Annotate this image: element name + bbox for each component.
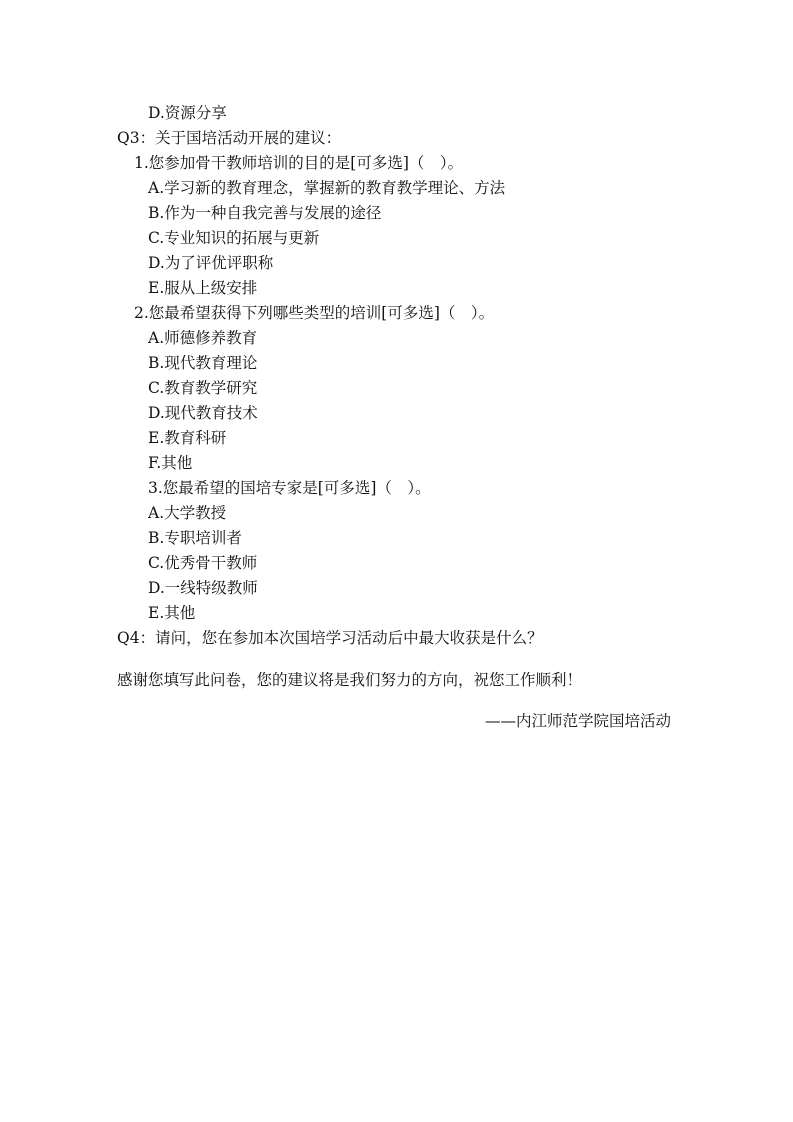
- q3-option-c: C.优秀骨干教师: [148, 554, 258, 572]
- option-d-resource-share: D.资源分享: [148, 104, 227, 122]
- question-2: 2.您最希望获得下列哪些类型的培训[可多选]（ ）。: [134, 304, 495, 322]
- q2-option-a: A.师德修养教育: [148, 329, 258, 347]
- q2-option-c: C.教育教学研究: [148, 379, 258, 397]
- q2-option-e: E.教育科研: [148, 429, 227, 447]
- q3-option-e: E.其他: [148, 604, 196, 622]
- q2-option-d: D.现代教育技术: [148, 404, 258, 422]
- thanks-note: 感谢您填写此问卷，您的建议将是我们努力的方向，祝您工作顺利！: [117, 671, 583, 689]
- question-1: 1.您参加骨干教师培训的目的是[可多选]（ ）。: [134, 154, 464, 172]
- question-3: 3.您最希望的国培专家是[可多选]（ ）。: [148, 479, 431, 497]
- q2-option-b: B.现代教育理论: [148, 354, 258, 372]
- q1-option-e: E.服从上级安排: [148, 279, 258, 297]
- q1-option-c: C.专业知识的拓展与更新: [148, 229, 320, 247]
- q4-heading: Q4：请问，您在参加本次国培学习活动后中最大收获是什么？: [117, 629, 543, 647]
- q3-option-d: D.一线特级教师: [148, 579, 258, 597]
- q1-option-a: A.学习新的教育理念，掌握新的教育教学理论、方法: [148, 179, 506, 197]
- q3-heading: Q3：关于国培活动开展的建议：: [117, 129, 342, 147]
- q1-option-d: D.为了评优评职称: [148, 254, 274, 272]
- signature: ——内江师范学院国培活动: [484, 712, 671, 730]
- q3-option-b: B.专职培训者: [148, 529, 242, 547]
- q2-option-f: F.其他: [148, 454, 193, 472]
- q1-option-b: B.作为一种自我完善与发展的途径: [148, 204, 382, 222]
- q3-option-a: A.大学教授: [148, 504, 227, 522]
